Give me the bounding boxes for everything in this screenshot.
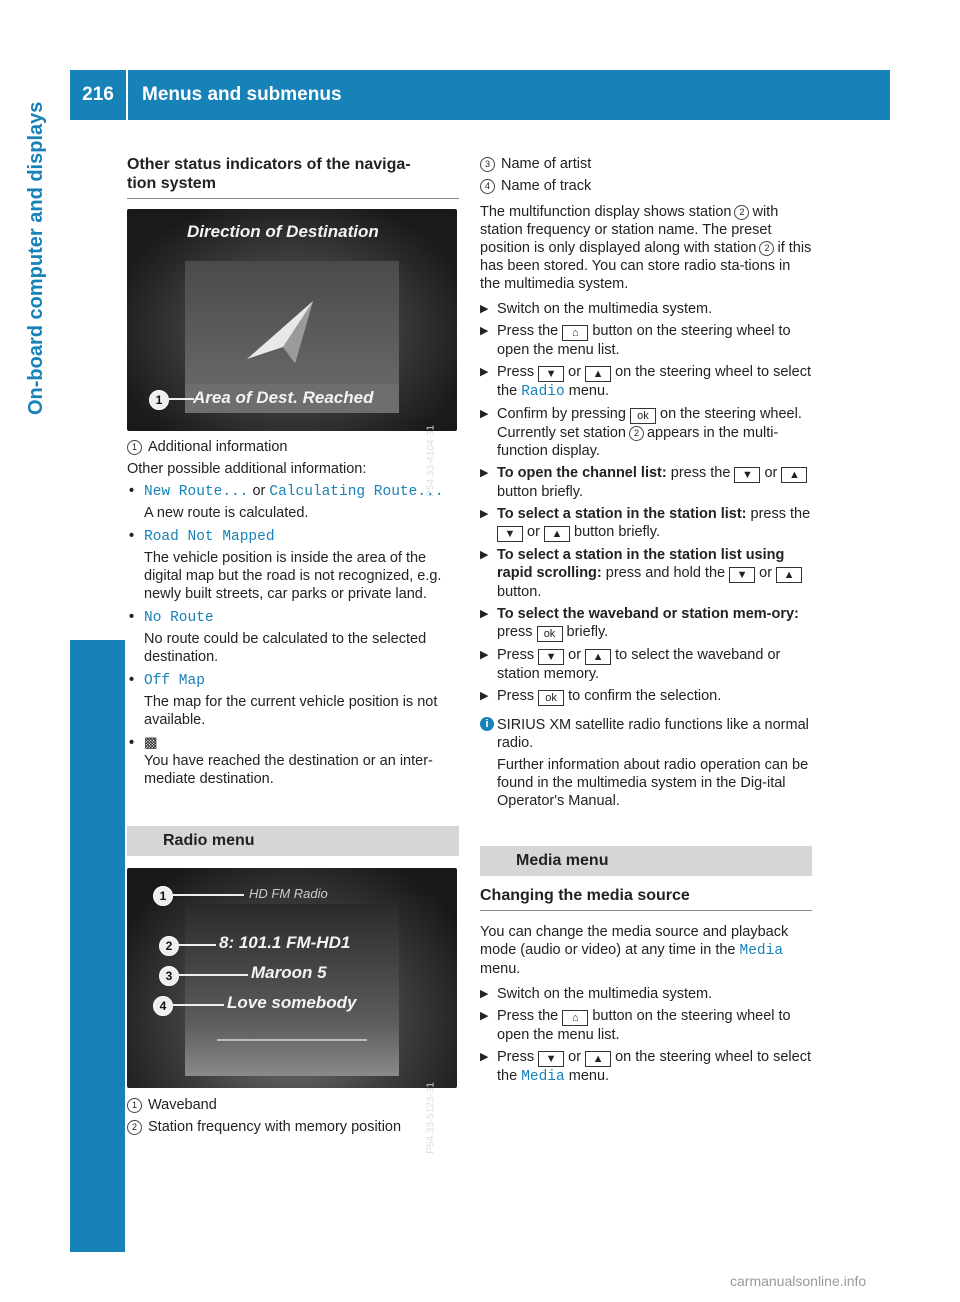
intro-text: Other possible additional information: — [127, 461, 367, 477]
info-text: SIRIUS XM satellite radio functions like a normal radio. — [497, 717, 809, 751]
step — [480, 1048, 812, 1086]
list-item-description: The vehicle position is inside the area of the digital map but the road is not recognized, e.g. newly built streets, car parks or private land. — [144, 550, 442, 602]
section-heading-block — [127, 155, 459, 199]
legend-number: 2 — [127, 1120, 142, 1135]
step — [480, 464, 812, 501]
step — [480, 985, 812, 1003]
step-text: press the — [670, 465, 731, 481]
chapter-tab — [70, 640, 125, 1252]
legend-item — [480, 177, 812, 195]
step-text: or — [759, 565, 773, 581]
legend-text: Station frequency with memory position — [148, 1119, 402, 1135]
list-item — [127, 482, 459, 522]
step-text: or — [568, 1049, 582, 1065]
legend-list — [127, 438, 459, 456]
left-column — [127, 155, 459, 1154]
display-message: New Route... — [144, 484, 249, 500]
step-text: on the steering wheel to select the — [497, 364, 811, 399]
step-text: Press — [497, 1049, 535, 1065]
legend-text: Name of artist — [501, 156, 592, 172]
joiner-text: or — [252, 483, 266, 499]
step — [480, 546, 812, 601]
callout-1: 1 — [149, 390, 169, 410]
up-button-icon: ▲ — [544, 526, 570, 542]
legend-item — [127, 1118, 459, 1136]
radio-menu-heading: Radio menu — [127, 826, 459, 856]
radio-divider — [217, 1039, 367, 1041]
step-text: Press the — [497, 1008, 559, 1024]
step-text: on the steering wheel to select the — [497, 1049, 811, 1084]
step-text: press and hold the — [605, 565, 726, 581]
chapter-tab-label: On-board computer and displays — [25, 101, 47, 415]
subsection-heading-block — [480, 886, 812, 911]
home-button-icon: ⌂ — [562, 1010, 588, 1026]
paragraph — [480, 923, 812, 978]
info-note — [480, 716, 812, 810]
list-item — [127, 608, 459, 666]
legend-number: 1 — [127, 440, 142, 455]
step-text: press — [497, 624, 533, 640]
info-text: Further information about radio operation can be found in the multimedia system in the Dig-ital Operator's Manual. — [497, 757, 809, 809]
step-text: button on the steering wheel to open the menu list. — [497, 323, 791, 358]
radio-panel — [185, 904, 399, 1076]
legend-text: Name of track — [501, 178, 592, 194]
text-span: menu. — [480, 961, 521, 977]
list-item-description: You have reached the destination or an inter-mediate destination. — [144, 753, 433, 787]
step-text: menu. — [568, 383, 610, 399]
up-button-icon: ▲ — [585, 366, 611, 382]
legend-number: 3 — [480, 157, 495, 172]
step-text: or — [568, 364, 582, 380]
legend-item — [480, 155, 812, 173]
up-button-icon: ▲ — [585, 649, 611, 665]
step — [480, 646, 812, 683]
step — [480, 605, 812, 642]
direction-arrow-icon — [245, 297, 317, 363]
radio-track: Love somebody — [227, 993, 357, 1012]
down-button-icon: ▼ — [538, 649, 564, 665]
menu-name: Media — [739, 943, 784, 959]
legend-list — [127, 1096, 459, 1136]
right-column — [480, 155, 812, 1090]
step — [480, 300, 812, 318]
ok-button-icon: ok — [538, 690, 564, 706]
callout-4: 4 — [153, 996, 173, 1016]
step-text: button. — [497, 584, 542, 600]
callout-1: 1 — [153, 886, 173, 906]
legend-item — [127, 1096, 459, 1114]
radio-artist: Maroon 5 — [251, 963, 327, 982]
legend-text: Waveband — [148, 1097, 217, 1113]
step-text: button briefly. — [497, 484, 583, 500]
page-header — [70, 70, 890, 120]
ok-button-icon: ok — [537, 626, 563, 642]
step-text: to select the waveband or station memory. — [497, 647, 781, 682]
step-text: Switch on the multimedia system. — [497, 301, 713, 317]
menu-name: Media — [521, 1069, 565, 1085]
down-button-icon: ▼ — [497, 526, 523, 542]
checkered-flag-icon: ▩ — [144, 735, 158, 751]
station-number: 2 — [629, 426, 644, 441]
text-span: The multifunction display shows station — [480, 204, 732, 220]
step-text: button briefly. — [574, 524, 660, 540]
callout-line — [168, 398, 194, 400]
down-button-icon: ▼ — [734, 467, 760, 483]
callout-line — [178, 944, 216, 946]
step — [480, 363, 812, 401]
paragraph — [480, 203, 812, 293]
legend-number: 4 — [480, 179, 495, 194]
list-item — [127, 671, 459, 729]
figure-code: P54.33-4104-31 — [426, 425, 437, 497]
step-text: press the — [750, 506, 811, 522]
step — [480, 1007, 812, 1044]
figure-code: P54.33-5123-31 — [426, 1082, 437, 1154]
step-text: Press — [497, 688, 535, 704]
step-title: To select a station in the station list: — [497, 506, 747, 522]
step-text: Confirm by pressing — [497, 406, 626, 422]
step — [480, 505, 812, 542]
display-message: Calculating Route... — [269, 484, 444, 500]
step-text: Switch on the multimedia system. — [497, 986, 713, 1002]
step — [480, 322, 812, 359]
display-status: Area of Dest. Reached — [193, 388, 374, 407]
step — [480, 405, 812, 460]
callout-line — [172, 1004, 224, 1006]
info-icon: i — [480, 717, 494, 731]
step-text: on the steering wheel. — [660, 406, 802, 422]
text-span: if this has been stored. You can store radio sta-tions in the multimedia system. — [480, 240, 812, 292]
step-text: or — [764, 465, 778, 481]
step-text: or — [568, 647, 582, 663]
legend-item — [127, 438, 459, 456]
media-menu-heading: Media menu — [480, 846, 812, 876]
step-text: to confirm the selection. — [568, 688, 722, 704]
menu-name: Radio — [521, 384, 565, 400]
step-text: Currently set station — [497, 425, 626, 441]
station-number: 2 — [759, 241, 774, 256]
step-title: To select the waveband or station mem-ory: — [497, 606, 799, 622]
list-item — [127, 527, 459, 603]
ok-button-icon: ok — [630, 408, 656, 424]
step-text: briefly. — [566, 624, 609, 640]
display-message: No Route — [144, 610, 214, 626]
step-text: Press the — [497, 323, 559, 339]
down-button-icon: ▼ — [729, 567, 755, 583]
station-number: 2 — [734, 205, 749, 220]
step-text: menu. — [568, 1068, 610, 1084]
radio-station: 8: 101.1 FM-HD1 — [219, 933, 351, 952]
list-item-description: The map for the current vehicle position is not available. — [144, 694, 438, 728]
callout-line — [178, 974, 248, 976]
legend-text: Additional information — [148, 439, 288, 455]
down-button-icon: ▼ — [538, 366, 564, 382]
list-item-description: No route could be calculated to the selected destination. — [144, 631, 427, 665]
radio-waveband: HD FM Radio — [249, 886, 328, 901]
text-span: You can change the media source and playback mode (audio or video) at any time in the — [480, 924, 789, 958]
list-item — [127, 734, 459, 788]
step-text: appears in the multi-function display. — [497, 425, 779, 459]
display-title: Direction of Destination — [187, 222, 379, 241]
text-span: with station frequency or station name. The preset position is only displayed along with station — [480, 204, 779, 256]
up-button-icon: ▲ — [585, 1051, 611, 1067]
subsection-heading: Changing the media source — [480, 887, 690, 904]
down-button-icon: ▼ — [538, 1051, 564, 1067]
display-message: Off Map — [144, 673, 205, 689]
callout-2: 2 — [159, 936, 179, 956]
legend-number: 1 — [127, 1098, 142, 1113]
step-text: or — [527, 524, 540, 540]
step — [480, 687, 812, 706]
up-button-icon: ▲ — [781, 467, 807, 483]
home-button-icon: ⌂ — [562, 325, 588, 341]
callout-3: 3 — [159, 966, 179, 986]
step-text: button on the steering wheel to open the menu list. — [497, 1008, 791, 1043]
step-text: Press — [497, 647, 535, 663]
callout-line — [172, 894, 244, 896]
watermark-text: carmanualsonline.info — [730, 1273, 867, 1289]
page-number: 216 — [82, 84, 114, 105]
step-title: To select a station in the station list using rapid scrolling: — [497, 547, 785, 581]
list-item-description: A new route is calculated. — [144, 505, 309, 521]
step-title: To open the channel list: — [497, 465, 667, 481]
step-text: Press — [497, 364, 535, 380]
section-heading: Other status indicators of the naviga- tion system — [127, 156, 411, 192]
up-button-icon: ▲ — [776, 567, 802, 583]
page-title: Menus and submenus — [142, 84, 342, 105]
display-message: Road Not Mapped — [144, 529, 275, 545]
